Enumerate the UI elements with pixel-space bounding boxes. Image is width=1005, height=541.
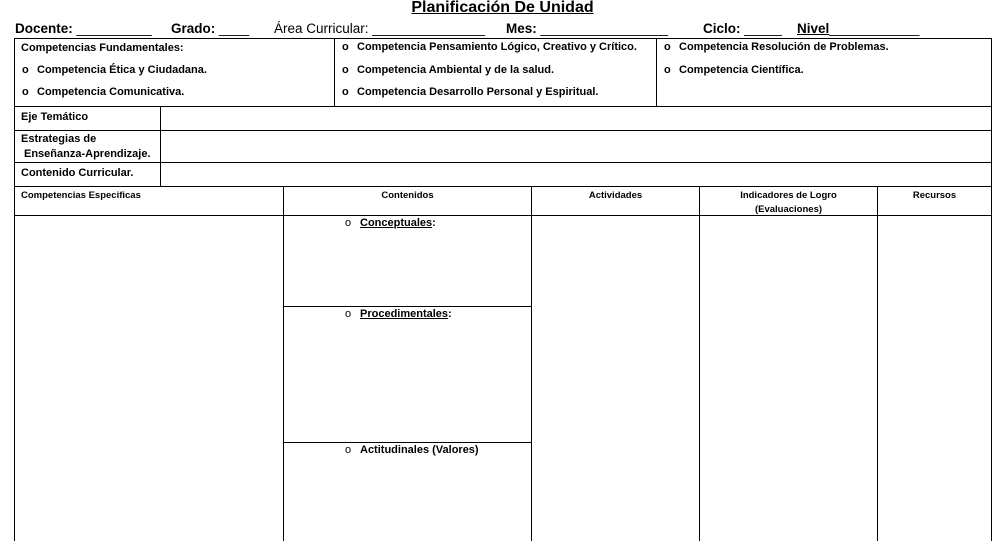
col-header-competencias: Competencias Especificas xyxy=(21,190,141,201)
estrategias-input[interactable] xyxy=(161,131,991,162)
competencia-item: o Competencia Científica. xyxy=(664,64,804,76)
competencia-item: o Competencia Desarrollo Personal y Espiritual. xyxy=(342,86,599,98)
estrategias-label-2: Enseñanza-Aprendizaje. xyxy=(24,148,151,160)
col-header-contenidos: Contenidos xyxy=(381,190,434,201)
competencia-item: o Competencia Pensamiento Lógico, Creativo y Crítico. xyxy=(342,41,637,53)
competencia-item: o Competencia Resolución de Problemas. xyxy=(664,41,889,53)
estrategias-label: Estrategias de xyxy=(21,133,97,145)
grado-label: Grado: xyxy=(171,21,216,36)
ciclo-label: Ciclo: xyxy=(703,21,741,36)
bullet-icon: o xyxy=(664,41,671,53)
competencia-item: o Competencia Ética y Ciudadana. xyxy=(22,64,207,76)
mes-label: Mes: xyxy=(506,21,537,36)
bullet-icon: o xyxy=(342,86,349,98)
procedimentales-item: o Procedimentales: xyxy=(345,308,452,320)
page-title: Planificación De Unidad xyxy=(411,0,594,16)
area-field[interactable] xyxy=(274,21,485,36)
bullet-icon: o xyxy=(342,64,349,76)
recursos-cell[interactable] xyxy=(878,216,991,541)
nivel-blank: ____________ xyxy=(829,21,920,36)
bullet-icon: o xyxy=(345,308,352,320)
conceptuales-item: o Conceptuales: xyxy=(345,217,436,229)
indicadores-cell[interactable] xyxy=(700,216,877,541)
nivel-field[interactable] xyxy=(797,21,919,36)
competencia-item: o Competencia Comunicativa. xyxy=(22,86,185,98)
eje-tematico-label: Eje Temático xyxy=(21,111,89,123)
ciclo-blank: _____ xyxy=(744,21,782,36)
grado-blank: ____ xyxy=(219,21,250,36)
competencias-heading: Competencias Fundamentales: xyxy=(21,42,184,54)
docente-field[interactable] xyxy=(15,21,152,36)
area-blank: _______________ xyxy=(372,21,485,36)
actividades-cell[interactable] xyxy=(532,216,699,541)
col-header-recursos: Recursos xyxy=(912,190,957,201)
mes-blank: _________________ xyxy=(540,21,669,36)
col-divider xyxy=(656,38,657,107)
grado-field[interactable] xyxy=(171,21,249,36)
ciclo-field[interactable] xyxy=(703,21,782,36)
docente-blank: __________ xyxy=(76,21,152,36)
col-divider xyxy=(334,38,335,107)
actitudinales-item: o Actitudinales (Valores) xyxy=(345,444,479,456)
docente-label: Docente: xyxy=(15,21,73,36)
contenidos-divider xyxy=(283,306,531,307)
bullet-icon: o xyxy=(342,41,349,53)
bullet-icon: o xyxy=(22,64,29,76)
contenido-curricular-input[interactable] xyxy=(161,163,991,186)
col-divider xyxy=(283,186,284,541)
contenido-curricular-label: Contenido Curricular. xyxy=(21,167,134,179)
competencia-item: o Competencia Ambiental y de la salud. xyxy=(342,64,555,76)
competencias-especificas-cell[interactable] xyxy=(15,216,283,541)
bullet-icon: o xyxy=(22,86,29,98)
col-header-actividades: Actividades xyxy=(588,190,643,201)
contenidos-divider xyxy=(283,442,531,443)
mes-field[interactable] xyxy=(506,21,668,36)
nivel-label: Nivel xyxy=(797,21,830,36)
area-label: Área Curricular: xyxy=(274,21,369,36)
eje-tematico-input[interactable] xyxy=(161,107,991,130)
col-header-indicadores: Indicadores de Logro xyxy=(740,190,837,201)
col-header-indicadores-2: (Evaluaciones) xyxy=(754,204,823,215)
bullet-icon: o xyxy=(664,64,671,76)
bullet-icon: o xyxy=(345,444,352,456)
bullet-icon: o xyxy=(345,217,352,229)
